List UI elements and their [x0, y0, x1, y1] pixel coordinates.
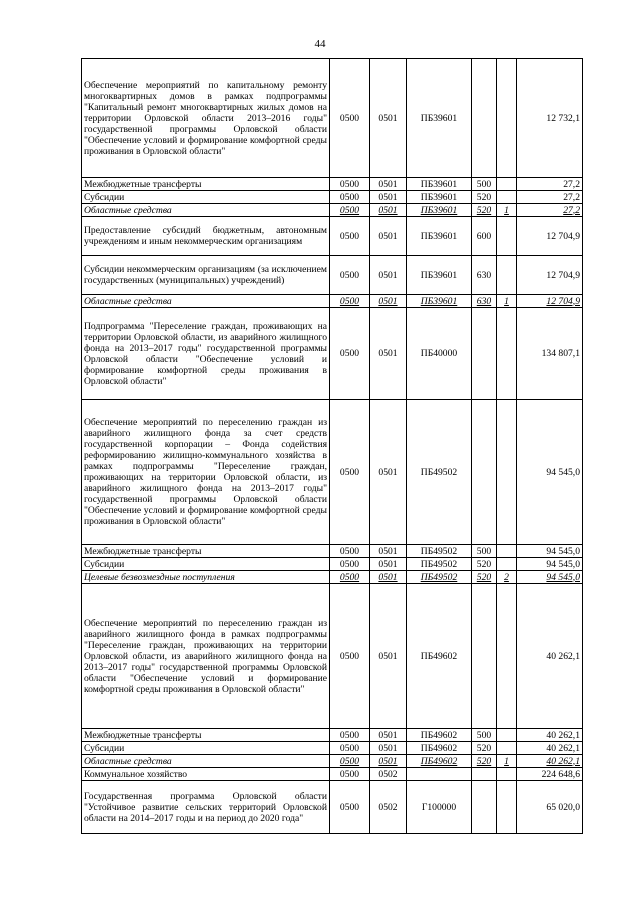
row-subsection: 0502: [370, 781, 407, 834]
row-amount: 40 262,1: [517, 742, 583, 755]
row-section: 0500: [330, 571, 370, 584]
row-section: 0500: [330, 558, 370, 571]
row-subsection: 0501: [370, 571, 407, 584]
row-name: Межбюджетные трансферты: [82, 178, 330, 191]
table-row: [82, 571, 583, 584]
row-source: 1: [497, 295, 517, 308]
row-subsection: 0501: [370, 256, 407, 295]
row-section: 0500: [330, 217, 370, 256]
row-amount: 94 545,0: [517, 571, 583, 584]
row-name: Областные средства: [82, 295, 330, 308]
row-source: [497, 59, 517, 178]
row-expense-type: [472, 584, 497, 729]
row-target-article: ПБ49502: [407, 545, 472, 558]
row-expense-type: 520: [472, 558, 497, 571]
row-expense-type: 630: [472, 295, 497, 308]
row-source: [497, 781, 517, 834]
row-expense-type: 500: [472, 178, 497, 191]
row-section: 0500: [330, 729, 370, 742]
table-row: [82, 217, 583, 256]
row-source: [497, 400, 517, 545]
row-name: Целевые безвозмездные поступления: [82, 571, 330, 584]
table-row: [82, 400, 583, 545]
row-target-article: ПБ49602: [407, 729, 472, 742]
row-name: Межбюджетные трансферты: [82, 729, 330, 742]
table-row: [82, 742, 583, 755]
row-source: [497, 191, 517, 204]
row-name: Межбюджетные трансферты: [82, 545, 330, 558]
row-section: 0500: [330, 742, 370, 755]
row-amount: 65 020,0: [517, 781, 583, 834]
row-expense-type: [472, 400, 497, 545]
row-target-article: ПБ49602: [407, 742, 472, 755]
row-section: 0500: [330, 545, 370, 558]
row-source: [497, 729, 517, 742]
row-source: [497, 256, 517, 295]
row-section: 0500: [330, 204, 370, 217]
row-source: [497, 308, 517, 400]
row-expense-type: [472, 781, 497, 834]
row-name: Субсидии: [82, 558, 330, 571]
row-target-article: ПБ39601: [407, 217, 472, 256]
row-expense-type: 600: [472, 217, 497, 256]
row-source: 1: [497, 204, 517, 217]
row-target-article: ПБ39601: [407, 191, 472, 204]
row-target-article: ПБ39601: [407, 59, 472, 178]
row-amount: 27,2: [517, 204, 583, 217]
table-row: [82, 584, 583, 729]
row-section: 0500: [330, 256, 370, 295]
row-section: 0500: [330, 781, 370, 834]
row-name: Областные средства: [82, 204, 330, 217]
row-amount: 12 704,9: [517, 295, 583, 308]
row-section: 0500: [330, 295, 370, 308]
row-expense-type: 520: [472, 571, 497, 584]
table-row: [82, 204, 583, 217]
row-subsection: 0501: [370, 742, 407, 755]
row-amount: 224 648,6: [517, 768, 583, 781]
table-row: [82, 729, 583, 742]
row-name: Коммунальное хозяйство: [82, 768, 330, 781]
row-source: [497, 545, 517, 558]
row-name: Подпрограмма "Переселение граждан, проживающих на территории Орловской области, из аварийного жилищного фонда на 2013–2017 годы" государственной программы Орловской области "Обеспечение условий и формирование комфортной среды проживания в Орловской области": [82, 308, 330, 400]
row-amount: 27,2: [517, 191, 583, 204]
row-amount: 40 262,1: [517, 729, 583, 742]
row-amount: 94 545,0: [517, 545, 583, 558]
table-row: [82, 256, 583, 295]
row-target-article: ПБ49502: [407, 571, 472, 584]
row-subsection: 0501: [370, 729, 407, 742]
row-subsection: 0501: [370, 59, 407, 178]
row-name: Субсидии: [82, 191, 330, 204]
row-amount: 27,2: [517, 178, 583, 191]
row-name: Обеспечение мероприятий по капитальному ремонту многоквартирных домов в рамках подпрограммы "Капитальный ремонт многоквартирных жилых домов на территории Орловской области 2013–2016 годы" государственной программы Орловской области "Обеспечение условий и формирование комфортной среды проживания в Орловской области": [82, 59, 330, 178]
row-target-article: ПБ39601: [407, 295, 472, 308]
row-expense-type: 520: [472, 191, 497, 204]
row-target-article: ПБ49602: [407, 584, 472, 729]
table-row: [82, 558, 583, 571]
row-amount: 94 545,0: [517, 400, 583, 545]
row-source: [497, 768, 517, 781]
row-subsection: 0501: [370, 217, 407, 256]
row-source: [497, 217, 517, 256]
row-expense-type: 520: [472, 755, 497, 768]
row-subsection: 0501: [370, 204, 407, 217]
row-amount: 40 262,1: [517, 584, 583, 729]
row-name: Областные средства: [82, 755, 330, 768]
row-name: Субсидии некоммерческим организациям (за исключением государственных (муниципальных) учреждений): [82, 256, 330, 295]
row-amount: 12 732,1: [517, 59, 583, 178]
table-row: [82, 781, 583, 834]
row-source: [497, 742, 517, 755]
row-source: 2: [497, 571, 517, 584]
row-section: 0500: [330, 191, 370, 204]
row-name: Государственная программа Орловской области "Устойчивое развитие сельских территорий Орловской области на 2014–2017 годы и на период до 2020 года": [82, 781, 330, 834]
row-target-article: ПБ39601: [407, 204, 472, 217]
row-expense-type: [472, 768, 497, 781]
row-expense-type: [472, 308, 497, 400]
row-subsection: 0501: [370, 584, 407, 729]
row-source: [497, 584, 517, 729]
table-row: [82, 178, 583, 191]
row-target-article: [407, 768, 472, 781]
row-expense-type: 500: [472, 545, 497, 558]
table-row: [82, 308, 583, 400]
row-target-article: Г100000: [407, 781, 472, 834]
row-target-article: ПБ49502: [407, 558, 472, 571]
row-target-article: ПБ49602: [407, 755, 472, 768]
row-section: 0500: [330, 308, 370, 400]
row-amount: 94 545,0: [517, 558, 583, 571]
row-subsection: 0501: [370, 191, 407, 204]
row-subsection: 0501: [370, 178, 407, 191]
row-section: 0500: [330, 59, 370, 178]
row-name: Обеспечение мероприятий по переселению граждан из аварийного жилищного фонда за счет средств государственной корпорации – Фонда содействия реформированию жилищно-коммунального хозяйства в рамках подпрограммы "Переселение граждан, проживающих на территории Орловской области, из аварийного жилищного фонда на 2013–2017 годы" государственной программы Орловской области "Обеспечение условий и формирование комфортной среды проживания в Орловской области": [82, 400, 330, 545]
row-amount: 12 704,9: [517, 217, 583, 256]
row-expense-type: 520: [472, 204, 497, 217]
row-name: Обеспечение мероприятий по переселению граждан из аварийного жилищного фонда в рамках подпрограммы "Переселение граждан, проживающих на территории Орловской области, из аварийного жилищного фонда на 2013–2017 годы" государственной программы Орловской области "Обеспечение условий и формирование комфортной среды проживания в Орловской области": [82, 584, 330, 729]
row-source: 1: [497, 755, 517, 768]
row-subsection: 0501: [370, 545, 407, 558]
table-row: [82, 545, 583, 558]
row-amount: 40 262,1: [517, 755, 583, 768]
row-amount: 12 704,9: [517, 256, 583, 295]
page-number: 44: [314, 38, 326, 50]
row-subsection: 0501: [370, 755, 407, 768]
row-name: Предоставление субсидий бюджетным, автономным учреждениям и иным некоммерческим организациям: [82, 217, 330, 256]
row-section: 0500: [330, 755, 370, 768]
row-section: 0500: [330, 178, 370, 191]
row-expense-type: [472, 59, 497, 178]
row-subsection: 0502: [370, 768, 407, 781]
row-expense-type: 630: [472, 256, 497, 295]
row-section: 0500: [330, 400, 370, 545]
row-subsection: 0501: [370, 558, 407, 571]
row-subsection: 0501: [370, 400, 407, 545]
row-section: 0500: [330, 768, 370, 781]
row-amount: 134 807,1: [517, 308, 583, 400]
table-row: [82, 191, 583, 204]
row-subsection: 0501: [370, 308, 407, 400]
row-source: [497, 178, 517, 191]
row-expense-type: 500: [472, 729, 497, 742]
table-row: [82, 295, 583, 308]
row-source: [497, 558, 517, 571]
row-target-article: ПБ49502: [407, 400, 472, 545]
row-target-article: ПБ39601: [407, 178, 472, 191]
budget-table: [81, 58, 583, 834]
row-expense-type: 520: [472, 742, 497, 755]
table-row: [82, 755, 583, 768]
row-subsection: 0501: [370, 295, 407, 308]
row-name: Субсидии: [82, 742, 330, 755]
row-target-article: ПБ40000: [407, 308, 472, 400]
row-section: 0500: [330, 584, 370, 729]
table-row: [82, 768, 583, 781]
row-target-article: ПБ39601: [407, 256, 472, 295]
table-row: [82, 59, 583, 178]
